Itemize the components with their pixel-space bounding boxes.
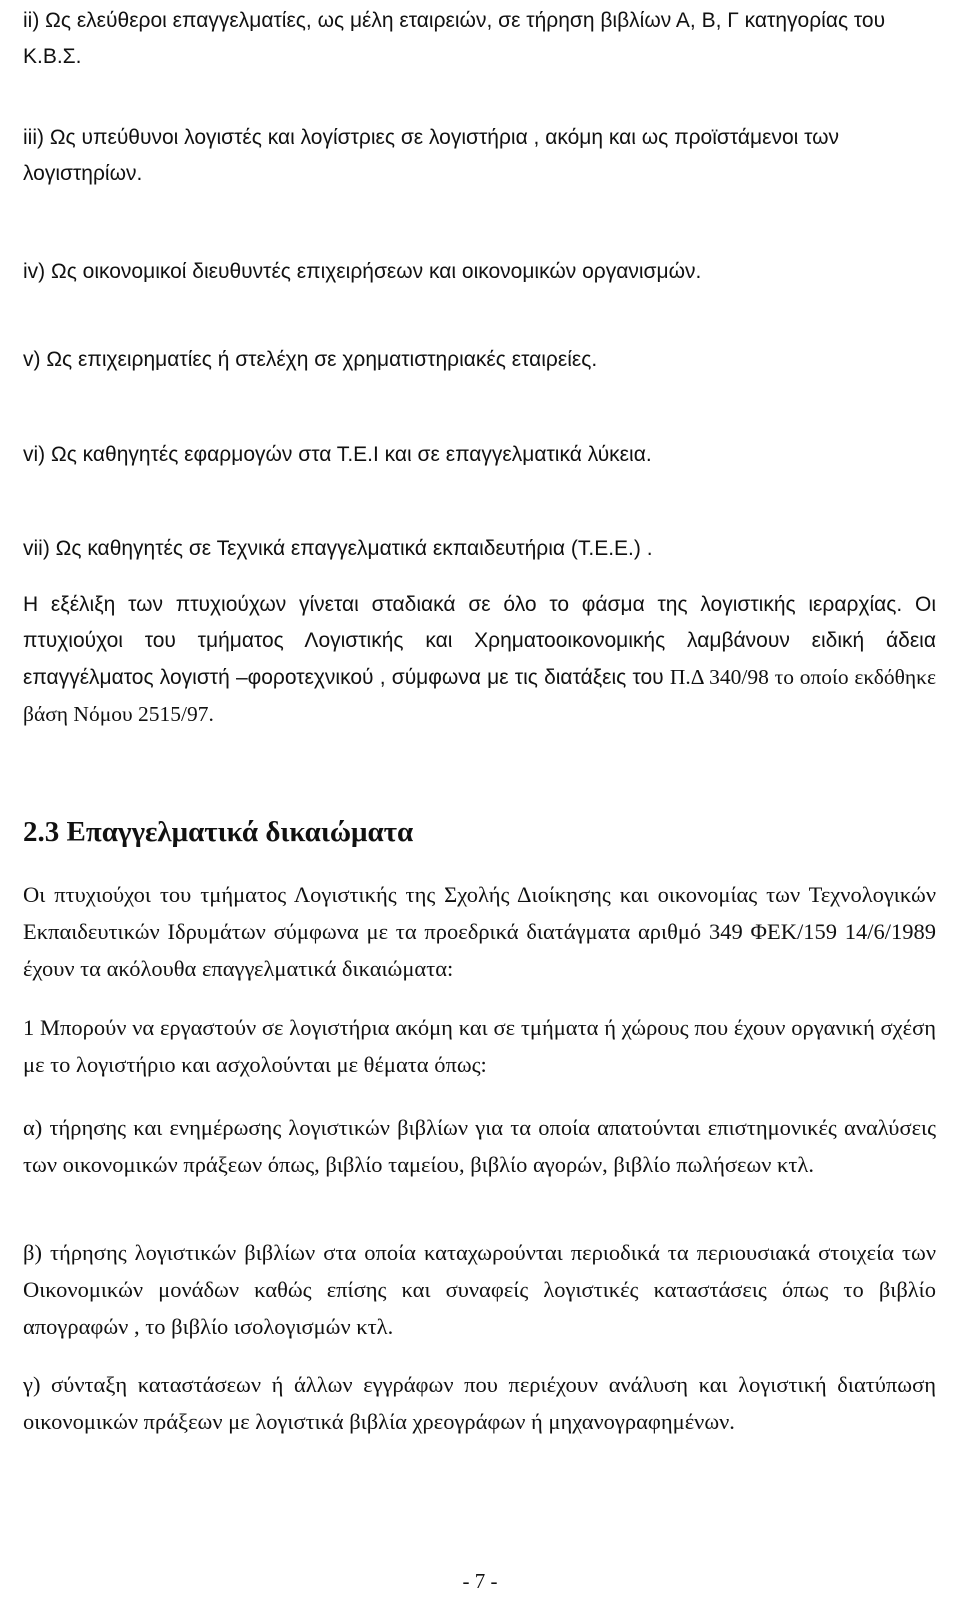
point-1: 1 Μπορούν να εργαστούν σε λογιστήρια ακόμη και σε τμήματα ή χώρους που έχουν οργανική σχέση με το λογιστήριο και ασχολούνται με θέματα όπως: [23,1015,936,1077]
evolution-paragraph-text: Η εξέλιξη των πτυχιούχων γίνεται σταδιακά σε όλο το φάσμα της λογιστικής ιεραρχίας. Οι πτυχιούχοι του τμήματος Λογιστικής και Χρηματοοικονομικής λαμβάνουν ειδική άδεια επαγγέλματος λογιστή –φοροτεχνικού , σύμφωνα με τις διατάξεις του [23,593,936,689]
list-item-vi: vi) Ως καθηγητές εφαρμογών στα Τ.Ε.Ι και σε επαγγελματικά λύκεια. [23,443,652,466]
list-item-iii: iii) Ως υπεύθυνοι λογιστές και λογίστριες σε λογιστήρια , ακόμη και ως προϊστάμενοι των λογιστηρίων. [23,126,840,185]
list-item-v: v) Ως επιχειρηματίες ή στελέχη σε χρηματιστηριακές εταιρείες. [23,348,598,371]
list-item-ii: ii) Ως ελεύθεροι επαγγελματίες, ως μέλη εταιρειών, σε τήρηση βιβλίων Α, Β, Γ κατηγορίας του Κ.Β.Σ. [23,9,886,68]
point-a: α) τήρησης και ενημέρωσης λογιστικών βιβλίων για τα οποία απατούνται επιστημονικές αναλύσεις των οικονομικών πράξεων όπως, βιβλίο ταμείου, βιβλίο αγορών, βιβλίο πωλήσεων κτλ. [23,1115,936,1177]
decree-reference: Π.Δ 340/98 το οποίο εκδόθηκε βάση Νόμου 2515/97. [23,665,937,726]
point-c: γ) σύνταξη καταστάσεων ή άλλων εγγράφων που περιέχουν ανάλυση και λογιστική διατύπωση οικονομικών πράξεων με λογιστικά βιβλία χρεογράφων ή μηχανογραφημένων. [23,1372,936,1434]
evolution-paragraph [23,587,936,733]
list-item-vii: vii) Ως καθηγητές σε Τεχνικά επαγγελματικά εκπαιδευτήρια (Τ.Ε.Ε.) . [23,537,653,560]
section-heading: 2.3 Επαγγελματικά δικαιώματα [23,816,414,848]
section-intro: Οι πτυχιούχοι του τμήματος Λογιστικής της Σχολής Διοίκησης και οικονομίας των Τεχνολογικών Εκπαιδευτικών Ιδρυμάτων σύμφωνα με τα προεδρικά διατάγματα αριθμό 349 ΦΕΚ/159 14/6/1989 έχουν τα ακόλουθα επαγγελματικά δικαιώματα: [23,882,936,981]
list-item-iv: iv) Ως οικονομικοί διευθυντές επιχειρήσεων και οικονομικών οργανισμών. [23,260,702,283]
page-number: - 7 - [462,1569,498,1593]
point-b: β) τήρησης λογιστικών βιβλίων στα οποία καταχωρούνται περιοδικά τα περιουσιακά στοιχεία των Οικονομικών μονάδων καθώς επίσης και συναφείς λογιστικές καταστάσεις όπως το βιβλίο απογραφών , το βιβλίο ισολογισμών κτλ. [23,1240,936,1339]
